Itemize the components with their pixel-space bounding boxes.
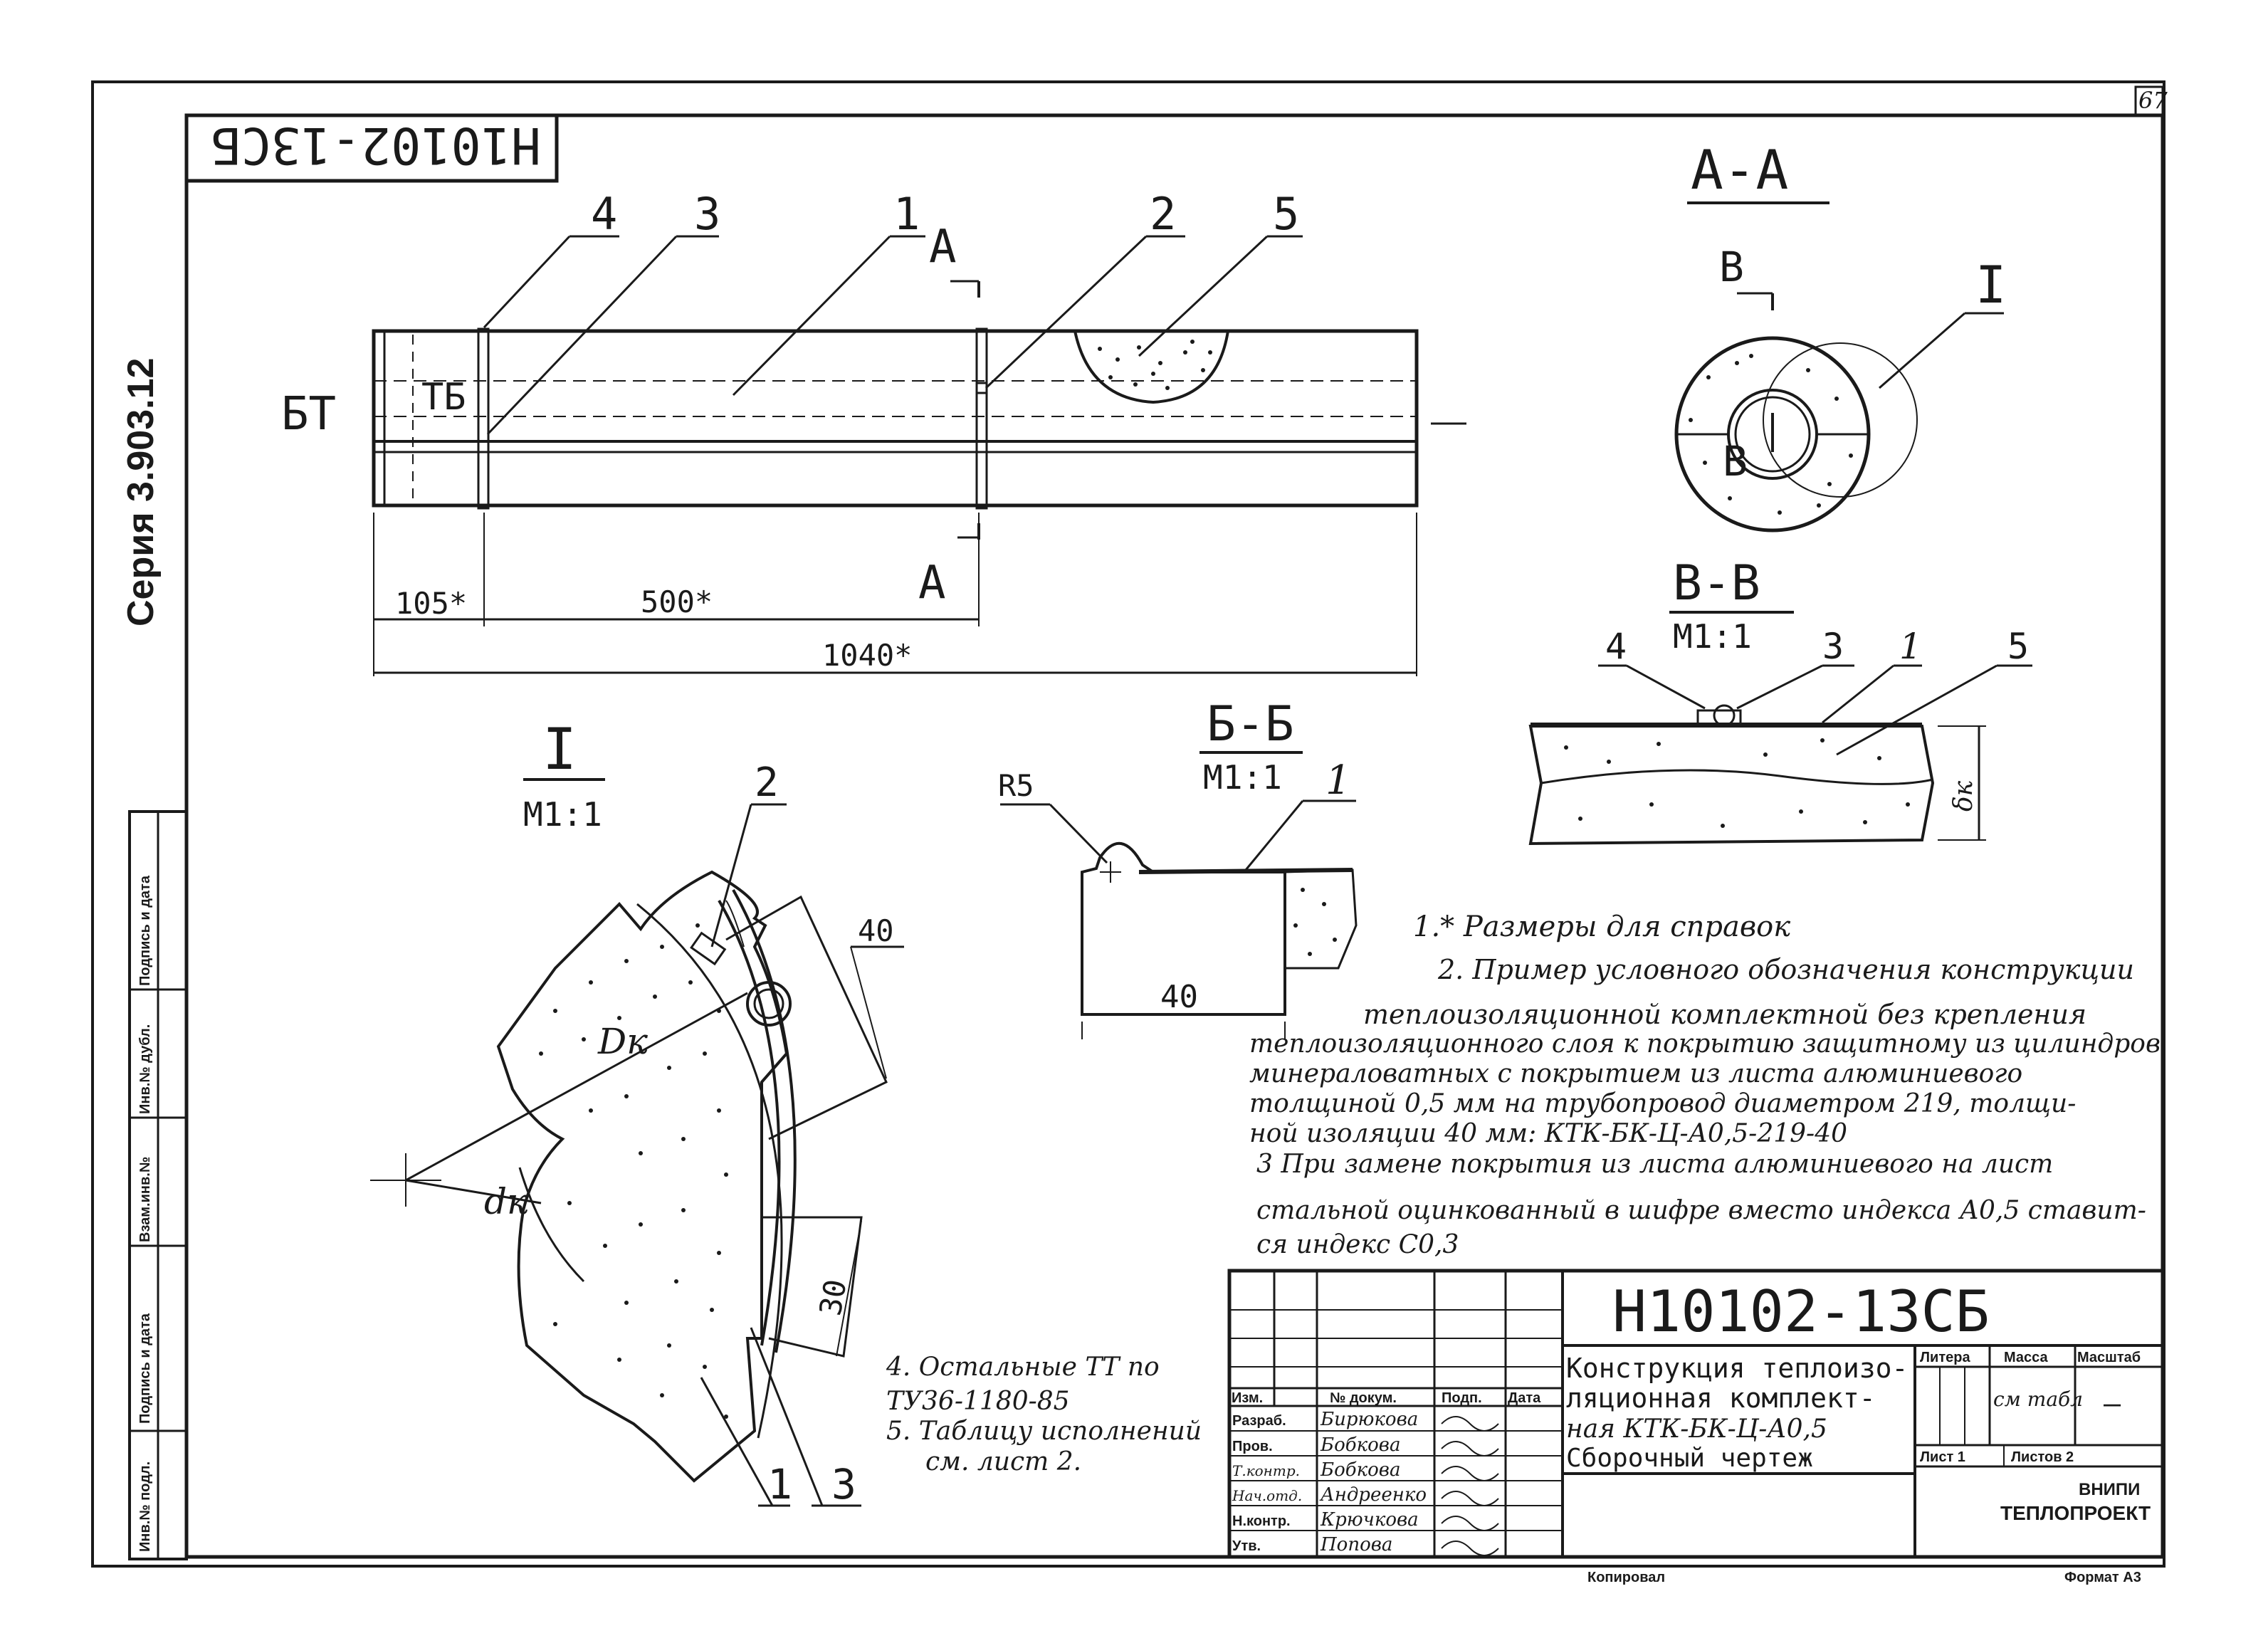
- tb-col-data: Дата: [1508, 1390, 1541, 1406]
- main-callout-1: 1: [893, 188, 920, 240]
- note-4-line-2: ТУ36-1180-85: [886, 1387, 1070, 1416]
- signature: [1442, 1466, 1498, 1481]
- insulation-dots: [1098, 340, 1212, 390]
- section-a-top: А: [929, 221, 957, 273]
- band-left: [478, 329, 488, 508]
- note-3-line-3: ся индекс С0,3: [1256, 1230, 1459, 1259]
- signature: [1442, 1491, 1498, 1506]
- section-bb-dim: 40: [1160, 979, 1198, 1015]
- tb-name-3: Бобкова: [1321, 1459, 1401, 1481]
- tb-org-2: ТЕПЛОПРОЕКТ: [2000, 1502, 2151, 1524]
- section-vv: [1531, 555, 2032, 844]
- section-bb-radius: R5: [998, 768, 1034, 803]
- tb-name-1: Бирюкова: [1321, 1409, 1419, 1430]
- detail-dk: dк: [484, 1181, 528, 1222]
- detail-dim-30: 30: [812, 1276, 854, 1318]
- tb-role-2: Пров.: [1232, 1439, 1273, 1454]
- tb-masshtab-val: —: [2104, 1387, 2121, 1420]
- vv-callout-5: 5: [2007, 626, 2030, 667]
- detail-label-I: I: [1975, 255, 2007, 315]
- tb-massa-val: см табл: [1993, 1387, 2083, 1411]
- page-number: 67: [2138, 87, 2168, 114]
- tb-col-podp: Подп.: [1442, 1390, 1482, 1406]
- tb-name-line-3: ная КТК-БК-Ц-А0,5: [1566, 1415, 1827, 1444]
- main-callout-2: 2: [1150, 188, 1177, 240]
- note-2-line-1: 2. Пример условного обозначения конструкции: [1438, 954, 2134, 985]
- tb-name-line-1: Конструкция теплоизо-: [1566, 1353, 1909, 1384]
- tb-name-2: Бобкова: [1321, 1434, 1401, 1456]
- strip-header-1: Инв.№ подл.: [137, 1461, 153, 1552]
- note-3-line-2: стальной оцинкованный в шифре вместо индекса А0,5 ставит-: [1256, 1196, 2146, 1225]
- left-stamp-strip: [130, 812, 187, 1559]
- detail-I-scale: М1:1: [523, 795, 602, 834]
- dim-500: 500*: [641, 584, 713, 619]
- note-2-line-5: толщиной 0,5 мм на трубопровод диаметром 219, толщи-: [1249, 1089, 2077, 1118]
- strip-header-2: Подпись и дата: [137, 1313, 153, 1424]
- section-vv-dim: δк: [1949, 780, 1978, 812]
- signature: [1442, 1541, 1498, 1555]
- main-callout-4: 4: [591, 188, 618, 240]
- signature: [1442, 1417, 1498, 1431]
- section-aa: [1676, 138, 2006, 530]
- tb-massa: Масса: [2004, 1350, 2048, 1365]
- tb-role-5: Н.контр.: [1232, 1513, 1291, 1529]
- section-aa-marker-top: В: [1719, 243, 1744, 291]
- section-vv-scale: М1:1: [1673, 617, 1752, 656]
- detail-callout-1: 1: [767, 1460, 792, 1508]
- tb-listov: Листов 2: [2011, 1449, 2074, 1465]
- section-bb: [998, 696, 1356, 1039]
- strip-header-3: Взам.инв.№: [137, 1156, 153, 1242]
- tb-name-line-2: ляционная комплект-: [1566, 1382, 1876, 1414]
- note-5-line-1: 5. Таблицу исполнений: [886, 1417, 1202, 1446]
- tb-role-6: Утв.: [1232, 1538, 1261, 1554]
- tb-masshtab: Масштаб: [2077, 1350, 2141, 1365]
- copied-label: Копировал: [1587, 1570, 1666, 1585]
- section-bb-callout: 1: [1325, 757, 1351, 804]
- note-2-line-2: теплоизоляционной комплектной без крепления: [1363, 999, 2087, 1030]
- detail-I: [370, 716, 904, 1508]
- band-right: [977, 329, 987, 508]
- vv-callout-3: 3: [1822, 626, 1844, 667]
- format-label: Формат А3: [2064, 1570, 2141, 1585]
- signature: [1442, 1516, 1498, 1531]
- section-b-right: ТБ: [421, 376, 466, 419]
- detail-callout-3: 3: [831, 1460, 856, 1508]
- series-label: Серия 3.903.12: [120, 357, 162, 626]
- dim-105: 105*: [395, 586, 468, 621]
- strip-header-5: Подпись и дата: [137, 876, 153, 986]
- tb-name-4: Андреенко: [1321, 1484, 1427, 1506]
- tb-role-1: Разраб.: [1232, 1413, 1286, 1429]
- section-aa-marker-bottom: В: [1723, 437, 1748, 486]
- detail-callout-2: 2: [755, 760, 779, 806]
- vv-callout-1: 1: [1899, 626, 1922, 667]
- section-a-bottom: А: [918, 557, 946, 609]
- vv-callout-4: 4: [1605, 626, 1627, 667]
- tb-name-line-4: Сборочный чертеж: [1566, 1444, 1813, 1473]
- dim-1040: 1040*: [822, 638, 913, 673]
- tb-role-4: Нач.отд.: [1232, 1487, 1303, 1504]
- note-4-line-1: 4. Остальные ТТ по: [886, 1353, 1160, 1382]
- main-view: [281, 188, 1466, 676]
- tb-litera: Литера: [1920, 1350, 1970, 1365]
- note-2-line-3: теплоизоляционного слоя к покрытию защитному из цилиндров: [1249, 1029, 2161, 1059]
- detail-dim-40: 40: [858, 913, 894, 948]
- main-callout-3: 3: [694, 188, 721, 240]
- section-aa-title: А-А: [1691, 138, 1789, 201]
- signature: [1442, 1442, 1498, 1456]
- section-b-left: БТ: [281, 388, 337, 441]
- detail-I-title: I: [542, 716, 577, 782]
- tb-code: Н10102-13СБ: [1612, 1279, 1990, 1345]
- tb-name-5: Крючкова: [1321, 1509, 1419, 1531]
- title-block: [1229, 1271, 2163, 1557]
- tb-col-izm: Изм.: [1232, 1390, 1264, 1406]
- rotated-code: Н10102-13СБ: [211, 116, 541, 174]
- note-2-line-4: минераловатных с покрытием из листа алюминиевого: [1249, 1059, 2023, 1088]
- detail-dots: [539, 923, 728, 1419]
- strip-header-4: Инв.№ дубл.: [137, 1024, 153, 1114]
- tb-name-6: Попова: [1321, 1534, 1393, 1555]
- section-bb-title: Б-Б: [1207, 696, 1294, 752]
- note-5-line-2: см. лист 2.: [925, 1447, 1082, 1476]
- note-3-line-1: 3 При замене покрытия из листа алюминиевого на лист: [1256, 1150, 2054, 1179]
- tb-role-3: Т.контр.: [1232, 1462, 1300, 1479]
- note-2-line-6: ной изоляции 40 мм: КТК-БК-Ц-А0,5-219-40: [1249, 1119, 1848, 1148]
- insulation-cutout: [1075, 331, 1228, 402]
- tb-col-doc: № докум.: [1330, 1390, 1397, 1406]
- tb-org-1: ВНИПИ: [2079, 1480, 2141, 1499]
- note-1: 1.* Размеры для справок: [1413, 910, 1791, 943]
- section-bb-scale: М1:1: [1203, 758, 1282, 797]
- detail-Dk: Dк: [598, 1021, 648, 1062]
- main-callout-5: 5: [1273, 188, 1300, 240]
- section-vv-title: В-В: [1673, 555, 1760, 612]
- tb-list: Лист 1: [1920, 1449, 1965, 1465]
